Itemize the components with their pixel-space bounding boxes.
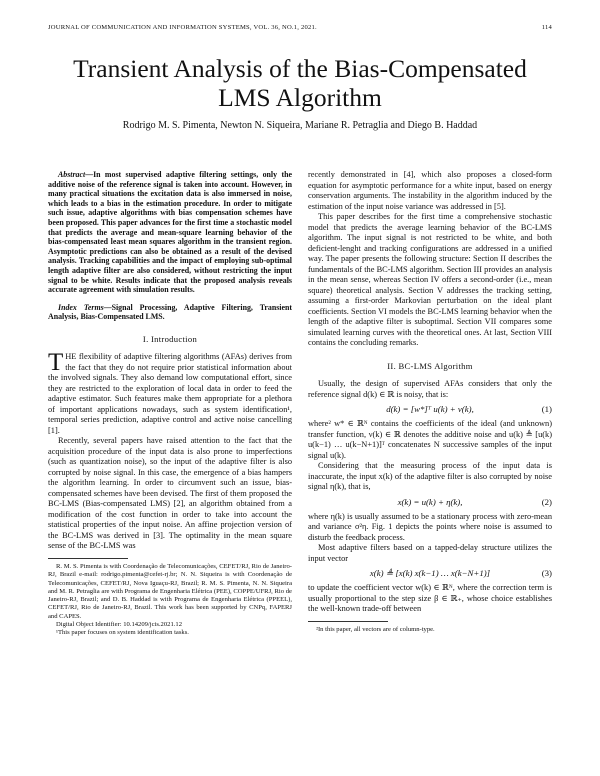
drop-cap: T bbox=[48, 349, 64, 377]
footnote-2: ²In this paper, all vectors are of column-type. bbox=[316, 625, 435, 633]
equation-1-number: (1) bbox=[541, 404, 552, 414]
intro-paragraph-1 bbox=[48, 349, 292, 436]
equation-1-body: d(k) = [w*]ᵀ u(k) + ν(k), bbox=[386, 404, 474, 414]
equation-3-number: (3) bbox=[541, 568, 552, 578]
left-column bbox=[48, 170, 292, 638]
affiliation-footnote: R. M. S. Pimenta is with Coordenação de Telecomunicações, CEFET/RJ, Rio de Janeiro-RJ, Brazil e-mail: rodrigo.pimenta@cefet-rj.br; N. N. Siqueira is with Coordenação de Telecomunicações, CEFET/RJ, Nova Iguaçu-RJ, Brazil; R. M. S. Pimenta, N. N. Siqueira and M. R. Petraglia are with Programa de Engenharia Elétrica (PEE), COPPE/UFRJ, Rio de Janeiro-RJ, Brazil; and D. B. Haddad is with Programa de Engenharia Elétrica (PPEEL), CEFET/RJ, Rio de Janeiro-RJ, Brazil. This work has been supported by CNPq, FAPERJ and CAPES. bbox=[48, 562, 292, 620]
right-column bbox=[308, 170, 552, 634]
footnote-1: ¹This paper focuses on system identification tasks. bbox=[56, 629, 189, 637]
right-paragraph-7: Most adaptive filters based on a tapped-delay structure utilizes the input vector bbox=[308, 543, 552, 563]
index-terms bbox=[48, 303, 292, 322]
section-heading-introduction: I. Introduction bbox=[142, 333, 198, 344]
right-paragraph-4: where² w* ∈ ℝᴺ contains the coefficients of the ideal (and unknown) transfer function, ν(k) ∈ ℝ denotes the additive noise and u(k) ≜ [u(k) u(k−1) … u(k−N+1)]ᵀ concatenates N successive samples of the input signal u(k). bbox=[308, 419, 552, 460]
paper-title bbox=[0, 54, 600, 112]
equation-2-number: (2) bbox=[541, 496, 552, 507]
index-terms-text: —Signal Processing, Adaptive Filtering, Transient Analysis, Bias-Compensated LMS. bbox=[48, 302, 293, 322]
intro-paragraph-1-text: HE flexibility of adaptive filtering algorithms (AFAs) derives from the fact that they do not require prior statistical information about the involved signals. They also demand low computational effort, since they are restricted to the exploration of local data in order to feed the adaptive estimator. Such features make them appropriate for a plethora of important applications nowadays, such as system identification¹, temporal series prediction, adaptive control and active noise cancelling [1]. bbox=[48, 352, 292, 435]
footnote-rule-right bbox=[308, 621, 388, 622]
doi-footnote: Digital Object Identifier: 10.14209/jcis.2021.12 bbox=[56, 620, 182, 628]
equation-2 bbox=[308, 493, 552, 512]
index-terms-label: Index Terms bbox=[58, 302, 104, 312]
equation-2-body: x(k) = u(k) + η(k), bbox=[397, 496, 463, 507]
abstract-text: —In most supervised adaptive filtering settings, only the additive noise of the reference signal is taken into account. However, in many practical situations the excitation data is also immersed in noise, which leads to a bias in the estimation procedure. In order to mitigate such issue, adaptive algorithms with bias compensation schemes have been proposed. This paper advances for the first time a stochastic model that predicts the average and mean-square learning behavior of the bias-compensated least mean squares algorithm in the transient region. Asymptotic predictions can also be obtained as a result of the devised analysis. Tracking capabilities and the impact of employing sub-optimal length adaptive filter are also considered, without restricting the input signal to be white. Results indicate that the proposed analysis reveals accurate agreement with simulation results. bbox=[48, 170, 292, 295]
footnotes-left bbox=[48, 563, 292, 638]
author-list: Rodrigo M. S. Pimenta, Newton N. Siqueira, Mariane R. Petraglia and Diego B. Haddad bbox=[122, 120, 478, 131]
right-paragraph-2: This paper describes for the first time a comprehensive stochastic model that predicts the average learning behavior of the BC-LMS algorithm. The input signal is not restricted to be white, and both deficient-lenght and tracking configurations are addressed in a unified way. The paper presents the following structure: Section II describes the fundamentals of the BC-LMS algorithm. Section III provides an analysis in the mean sense, whereas Section IV offers a second-order (i.e., mean square) theoretical analysis. Section V addresses the tracking setting, assuming a first-order Markovian perturbation on the ideal plant coefficients. Section VI models the BC-LMS learning behavior when the length of the adaptive filter is suboptimal. Section VII compares some simulated learning curves with the theoretical ones. At last, Section VIII contains the concluding remarks. bbox=[308, 212, 552, 347]
right-paragraph-5: Considering that the measuring process of the input data is inaccurate, the input x(k) of the adaptive filter is also corrupted by noise signal η(k), that is, bbox=[308, 461, 552, 491]
abstract-label: Abstract bbox=[58, 170, 86, 179]
intro-paragraph-2: Recently, several papers have raised attention to the fact that the acquisition procedure of the input data is also prone to imperfections (such as quantization noise), so the input of the adaptive filter is also corrupted by noise signal. In this case, the emergence of a bias hampers the algorithm learning. In order to circumvent such an issue, bias-compensated schemes have been devised. The first of them proposed the BC-LMS (Bias-compensated LMS) [2], an algorithm obtained from a modification of the cost function in order to take into account the statistical properties of the input noise. An affine projection version of the BC-LMS was derived in [3]. The optimality in the mean square sense of the BC-LMS was bbox=[48, 436, 292, 551]
running-header bbox=[48, 24, 552, 36]
right-paragraph-3: Usually, the design of supervised AFAs considers that only the reference signal d(k) ∈ ℝ is noisy, that is: bbox=[308, 379, 552, 399]
footnote-rule bbox=[48, 558, 128, 559]
equation-3 bbox=[308, 564, 552, 583]
right-paragraph-6: where η(k) is usually assumed to be a stationary process with zero-mean and variance σ²η. Fig. 1 depicts the points where noise is assumed to disturb the feedback process. bbox=[308, 511, 552, 542]
page-number: 114 bbox=[541, 24, 552, 31]
equation-1 bbox=[308, 400, 552, 419]
journal-name: JOURNAL OF COMMUNICATION AND INFORMATION SYSTEMS, VOL. 36, NO.1, 2021. bbox=[48, 24, 317, 31]
title-line-1: Transient Analysis of the Bias-Compensated bbox=[73, 54, 527, 83]
title-line-2: LMS Algorithm bbox=[218, 83, 382, 112]
equation-3-body: x(k) ≜ [x(k) x(k−1) … x(k−N+1)] bbox=[369, 568, 491, 578]
section-heading-bc-lms: II. BC-LMS Algorithm bbox=[387, 360, 473, 371]
right-paragraph-1: recently demonstrated in [4], which also proposes a closed-form equation for asymptotic performance for a white input, based on energy conservation arguments. The instability in the algorithm induced by the estimation of the input noise variance was addressed in [5]. bbox=[308, 170, 552, 211]
footnotes-right bbox=[308, 626, 552, 634]
right-paragraph-8: to update the coefficient vector w(k) ∈ ℝᴺ, where the correction term is usually proportional to the step size β ∈ ℝ₊, whose choice establishes the well-known trade-off between bbox=[308, 583, 552, 613]
abstract bbox=[48, 170, 292, 295]
